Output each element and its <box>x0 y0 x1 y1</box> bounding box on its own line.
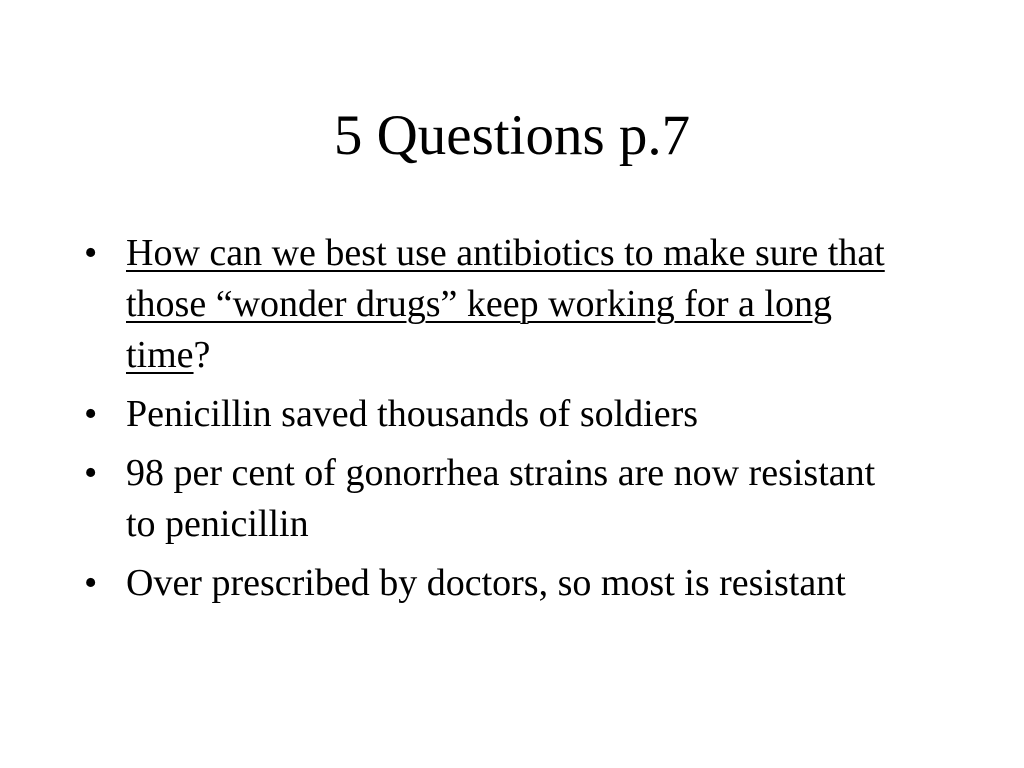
underlined-question-text: How can we best use antibiotics to make sure that those “wonder drugs” keep working for a long time <box>126 232 885 376</box>
bullet-item-question <box>80 228 900 381</box>
bullet-icon: • <box>84 452 98 494</box>
question-mark: ? <box>193 334 211 376</box>
bullet-icon: • <box>84 393 98 435</box>
bullet-list <box>80 228 900 617</box>
bullet-text: Over prescribed by doctors, so most is resistant <box>126 562 846 604</box>
bullet-item-gonorrhea <box>80 448 900 550</box>
bullet-item-overprescribed <box>80 558 900 609</box>
slide-title: 5 Questions p.7 <box>333 104 691 167</box>
bullet-text: Penicillin saved thousands of soldiers <box>126 393 699 435</box>
bullet-icon: • <box>84 562 98 604</box>
bullet-text: 98 per cent of gonorrhea strains are now resistant to penicillin <box>126 452 876 545</box>
bullet-item-penicillin <box>80 389 900 440</box>
bullet-icon: • <box>84 232 98 274</box>
